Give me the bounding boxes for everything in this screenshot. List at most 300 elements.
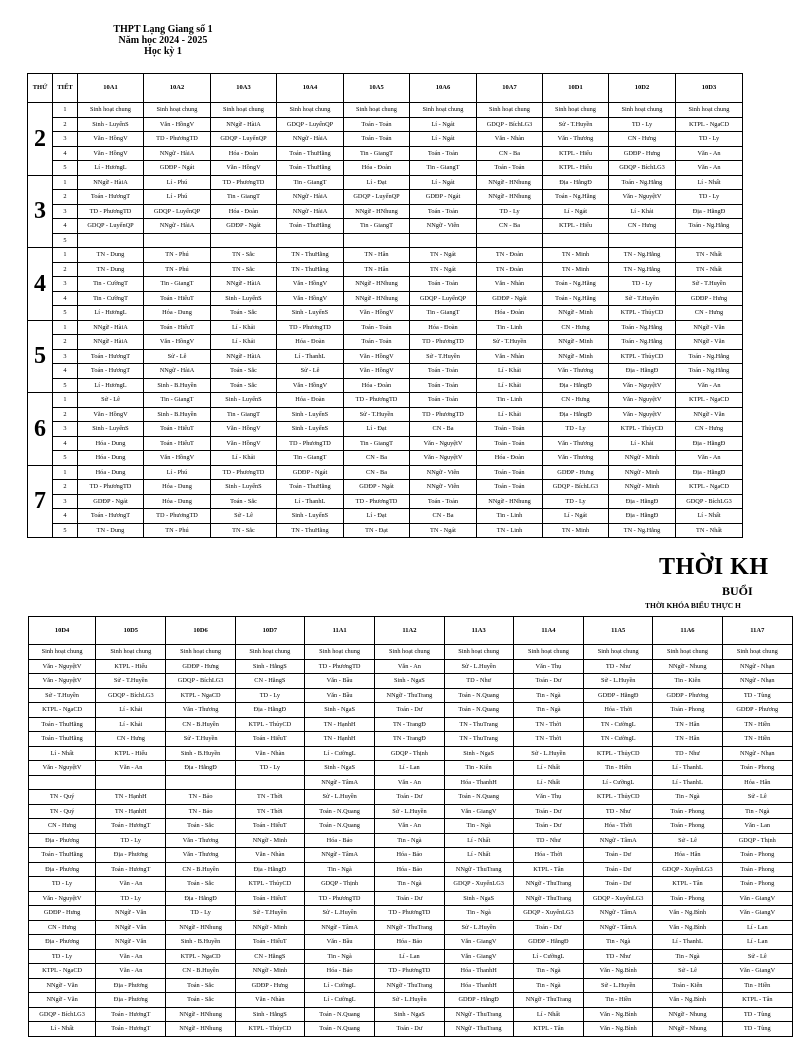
lesson-cell: Toán - ThuHằng — [277, 219, 344, 234]
class-header: 11A7 — [722, 617, 792, 645]
lesson-cell: Địa - HằngĐ — [676, 436, 743, 451]
period-cell: 1 — [53, 465, 78, 480]
lesson-cell: Sử - L.Huyền — [375, 804, 444, 819]
lesson-cell: Toán - Toản — [344, 132, 410, 147]
lesson-cell: Văn - Ng.Bình — [584, 1007, 653, 1022]
lesson-cell: Toán - Phong — [653, 703, 722, 718]
lesson-cell: Toán - N.Quang — [444, 688, 513, 703]
lesson-cell: Toán - Ng.Hằng — [676, 219, 743, 234]
lesson-cell: TN - Dung — [78, 248, 144, 263]
lesson-cell: GDĐP - Hưng — [543, 465, 609, 480]
lesson-cell: TN - Dung — [78, 523, 144, 538]
table-row — [28, 349, 743, 364]
lesson-cell: Văn - An — [96, 877, 166, 892]
lesson-cell: Tin - Ngà — [653, 790, 722, 805]
lesson-cell: Sử - L.Huyền — [584, 978, 653, 993]
lesson-cell: TN - Ng.Hằng — [609, 523, 676, 538]
lesson-cell: Sử - Lê — [211, 509, 277, 524]
lesson-cell: TN - Nhất — [676, 262, 743, 277]
lesson-cell: NNgữ - Văn — [676, 335, 743, 350]
lesson-cell: Tin - Ngà — [653, 949, 722, 964]
lesson-cell — [211, 233, 277, 248]
lesson-cell: TN - Thời — [513, 717, 583, 732]
lesson-cell: Văn - An — [96, 761, 166, 776]
lesson-cell: Địa - Phương — [29, 935, 96, 950]
lesson-cell: NNgữ - Minh — [609, 480, 676, 495]
lesson-cell: Toán - HươngT — [78, 349, 144, 364]
lesson-cell: Toán - Dư — [375, 891, 444, 906]
section-subtitle: THỜI KHÓA BIỂU THỰC H — [645, 601, 741, 610]
lesson-cell — [166, 775, 235, 790]
lesson-cell: TD - Ly — [96, 891, 166, 906]
lesson-cell: Tin - Ngà — [513, 688, 583, 703]
day-cell: 7 — [28, 465, 53, 538]
lesson-cell: Toán - Toản — [410, 277, 477, 292]
lesson-cell: GDĐP - Ngát — [410, 190, 477, 205]
lesson-cell: GDĐP - Ngát — [144, 161, 211, 176]
lesson-cell: NNgữ - Minh — [235, 964, 304, 979]
lesson-cell: Sinh hoạt chung — [96, 645, 166, 660]
period-cell: 4 — [53, 364, 78, 379]
lesson-cell: NNgữ - TâmA — [584, 920, 653, 935]
lesson-cell: Lí - CườngL — [304, 746, 374, 761]
lesson-cell: Tin - Ngà — [444, 819, 513, 834]
lesson-cell: Văn - Nhàn — [477, 277, 543, 292]
lesson-cell: Toán - Toản — [477, 465, 543, 480]
lesson-cell: GDQP - Thịnh — [304, 877, 374, 892]
lesson-cell: Sử - T.Huyền — [609, 291, 676, 306]
lesson-cell: Toán - Phong — [722, 877, 792, 892]
lesson-cell: Văn - Nhàn — [235, 993, 304, 1008]
lesson-cell: TD - PhươngTD — [410, 407, 477, 422]
table-row — [28, 465, 743, 480]
lesson-cell: Văn - NguyệtV — [29, 674, 96, 689]
period-cell: 5 — [53, 233, 78, 248]
lesson-cell: Toán - Ng.Hằng — [676, 349, 743, 364]
lesson-cell: NNgữ - Minh — [235, 920, 304, 935]
lesson-cell: Văn - NguyệtV — [609, 378, 676, 393]
lesson-cell: Lí - ThanhL — [653, 775, 722, 790]
lesson-cell: Tin - Ngà — [513, 703, 583, 718]
lesson-cell: Sinh hoạt chung — [235, 645, 304, 660]
lesson-cell: Văn - HồngV — [344, 364, 410, 379]
school-year: Năm học 2024 - 2025 — [118, 35, 208, 46]
lesson-cell: Toán - Sắc — [166, 819, 235, 834]
lesson-cell: Tin - Ngà — [722, 804, 792, 819]
table-row — [29, 833, 793, 848]
lesson-cell: TN - CườngL — [584, 732, 653, 747]
lesson-cell: Lí - Nhất — [513, 1007, 583, 1022]
lesson-cell: Sử - Lê — [277, 364, 344, 379]
period-cell: 3 — [53, 277, 78, 292]
lesson-cell: Văn - Lan — [722, 819, 792, 834]
lesson-cell: Văn - Thương — [166, 703, 235, 718]
lesson-cell: Văn - HồngV — [78, 132, 144, 147]
lesson-cell: Văn - GiangV — [444, 804, 513, 819]
lesson-cell: Sử - T.Huyền — [235, 906, 304, 921]
lesson-cell: Lí - ThanhL — [277, 349, 344, 364]
lesson-cell: Sinh - LuyếnS — [78, 117, 144, 132]
lesson-cell: Lí - HươngL — [78, 378, 144, 393]
table-row — [28, 320, 743, 335]
table-row — [28, 248, 743, 263]
lesson-cell: NNgữ - ThuTrang — [375, 978, 444, 993]
lesson-cell: CN - Hưng — [29, 920, 96, 935]
table-row — [29, 703, 793, 718]
lesson-cell: Toán - Phong — [722, 761, 792, 776]
lesson-cell: Sinh - B.Huyền — [144, 378, 211, 393]
table-row — [28, 175, 743, 190]
lesson-cell: NNgữ - ThuTrang — [375, 920, 444, 935]
lesson-cell: Văn - HồngV — [277, 291, 344, 306]
class-header: 10D7 — [235, 617, 304, 645]
lesson-cell: GDQP - LuyếnQP — [277, 117, 344, 132]
period-cell: 5 — [53, 161, 78, 176]
lesson-cell: CN - Hưng — [676, 422, 743, 437]
lesson-cell: Lí - Nhất — [444, 848, 513, 863]
lesson-cell: Lí - Ngát — [410, 175, 477, 190]
lesson-cell: Văn - Bầu — [304, 674, 374, 689]
lesson-cell: TN - TrangĐ — [375, 732, 444, 747]
lesson-cell: Văn - Ng.Bình — [653, 993, 722, 1008]
class-header: 10D4 — [29, 617, 96, 645]
lesson-cell: Tin - CườngT — [78, 277, 144, 292]
lesson-cell: TD - Tùng — [722, 1022, 792, 1037]
lesson-cell: Toán - Sắc — [166, 978, 235, 993]
school-name: THPT Lạng Giang số 1 — [113, 24, 213, 35]
lesson-cell: NNgữ - HàiA — [277, 132, 344, 147]
lesson-cell: Lí - Nhất — [676, 175, 743, 190]
lesson-cell: CN - B.Huyền — [166, 862, 235, 877]
timetable-morning — [27, 73, 743, 538]
lesson-cell: Tin - GiangT — [277, 451, 344, 466]
lesson-cell: NNgữ - Minh — [235, 833, 304, 848]
lesson-cell: Toán - N.Quang — [304, 1022, 374, 1037]
lesson-cell: Lí - Ngát — [410, 117, 477, 132]
lesson-cell: Lí - Nhất — [29, 746, 96, 761]
lesson-cell: Tin - Ngà — [513, 964, 583, 979]
period-cell: 3 — [53, 494, 78, 509]
table-row — [28, 306, 743, 321]
lesson-cell: Địa - HằngĐ — [609, 364, 676, 379]
lesson-cell: TD - PhươngTD — [277, 436, 344, 451]
table-row — [28, 494, 743, 509]
lesson-cell: Văn - Thương — [543, 364, 609, 379]
timetable2-header-row — [29, 617, 793, 645]
col-day-header: THỨ — [28, 74, 53, 103]
lesson-cell: Sử - L.Huyền — [444, 920, 513, 935]
lesson-cell: TD - PhươngTD — [277, 320, 344, 335]
lesson-cell: Toán - HiếuT — [144, 436, 211, 451]
lesson-cell: Lí - Nhất — [29, 1022, 96, 1037]
lesson-cell: Văn - Thương — [166, 833, 235, 848]
lesson-cell: Toán - Toản — [410, 146, 477, 161]
lesson-cell: Toán - Ng.Hằng — [609, 320, 676, 335]
lesson-cell: TN - HạnhH — [304, 732, 374, 747]
lesson-cell: NNgữ - HNhung — [166, 1007, 235, 1022]
lesson-cell: Hóa - Đoàn — [277, 335, 344, 350]
lesson-cell: CN - HằngS — [235, 949, 304, 964]
lesson-cell: Sinh hoạt chung — [344, 103, 410, 118]
table-row — [28, 378, 743, 393]
table-row — [29, 775, 793, 790]
period-cell: 1 — [53, 320, 78, 335]
lesson-cell: NNgữ - ThuTrang — [513, 877, 583, 892]
lesson-cell: NNgữ - HNhung — [477, 175, 543, 190]
lesson-cell: Văn - HồngV — [344, 349, 410, 364]
lesson-cell: Lí - Khải — [211, 320, 277, 335]
lesson-cell: TD - Như — [444, 674, 513, 689]
lesson-cell: Toán - ThuHằng — [29, 848, 96, 863]
lesson-cell: Toán - Dư — [513, 920, 583, 935]
lesson-cell: Sinh hoạt chung — [277, 103, 344, 118]
lesson-cell: TD - Ly — [543, 422, 609, 437]
class-header: 11A5 — [584, 617, 653, 645]
lesson-cell: GDĐP - Phương — [653, 688, 722, 703]
lesson-cell: Toán - Phong — [722, 848, 792, 863]
lesson-cell: TN - Sắc — [211, 262, 277, 277]
table-row — [29, 746, 793, 761]
lesson-cell: CN - HằngS — [235, 674, 304, 689]
table-row — [28, 509, 743, 524]
lesson-cell: Sinh - B.Huyền — [144, 407, 211, 422]
table-row — [28, 436, 743, 451]
lesson-cell: Sử - T.Huyền — [410, 349, 477, 364]
session-label: BUỔI — [722, 584, 753, 598]
lesson-cell: TD - Như — [584, 804, 653, 819]
table-row — [29, 659, 793, 674]
table-row — [28, 523, 743, 538]
lesson-cell: TN - Ng.Hằng — [609, 262, 676, 277]
lesson-cell: GDĐP - Hưng — [235, 978, 304, 993]
lesson-cell — [543, 233, 609, 248]
timetable-header-row — [28, 74, 743, 103]
lesson-cell: TD - Như — [653, 746, 722, 761]
lesson-cell: Hóa - Bảo — [375, 862, 444, 877]
table-row — [28, 393, 743, 408]
lesson-cell: Hóa - Đoàn — [211, 204, 277, 219]
lesson-cell: Toán - Ng.Hằng — [543, 277, 609, 292]
lesson-cell: Toán - HiếuT — [144, 320, 211, 335]
lesson-cell — [235, 775, 304, 790]
lesson-cell: TD - Ly — [29, 877, 96, 892]
lesson-cell: Toán - Toản — [410, 204, 477, 219]
lesson-cell: TN - Phú — [144, 262, 211, 277]
lesson-cell: GDQP - XuyếnLG3 — [444, 877, 513, 892]
lesson-cell: Sử - L.Huyền — [304, 790, 374, 805]
lesson-cell — [144, 233, 211, 248]
lesson-cell: Toán - N.Quang — [304, 804, 374, 819]
lesson-cell: Sinh hoạt chung — [211, 103, 277, 118]
lesson-cell: Sinh - LuyếnS — [277, 422, 344, 437]
lesson-cell: Hóa - Dung — [144, 306, 211, 321]
lesson-cell: Toán - Dư — [375, 1022, 444, 1037]
lesson-cell: Sinh - B.Huyền — [166, 935, 235, 950]
lesson-cell: CN - Hưng — [543, 393, 609, 408]
lesson-cell: KTPL - ThủyCD — [235, 877, 304, 892]
lesson-cell: Văn - GiangV — [722, 906, 792, 921]
lesson-cell: Toán - N.Quang — [304, 819, 374, 834]
lesson-cell: Toán - Phong — [653, 804, 722, 819]
lesson-cell: GDĐP - Hưng — [676, 291, 743, 306]
lesson-cell: Địa - Phương — [96, 978, 166, 993]
lesson-cell: Tin - GiangT — [277, 175, 344, 190]
lesson-cell: Hóa - ThanhH — [444, 775, 513, 790]
lesson-cell: TD - Ly — [609, 117, 676, 132]
lesson-cell: KTPL - NgaCD — [676, 480, 743, 495]
lesson-cell: Sinh hoạt chung — [477, 103, 543, 118]
lesson-cell: Văn - HồngV — [144, 117, 211, 132]
lesson-cell: Sử - T.Huyền — [96, 674, 166, 689]
lesson-cell: Tin - Hiền — [584, 761, 653, 776]
lesson-cell: TN - Ngát — [410, 523, 477, 538]
lesson-cell: Văn - Thương — [543, 132, 609, 147]
lesson-cell: NNgữ - ThuTrang — [444, 862, 513, 877]
lesson-cell: Lí - HươngL — [78, 306, 144, 321]
lesson-cell: Sinh hoạt chung — [722, 645, 792, 660]
lesson-cell: Tin - GiangT — [410, 161, 477, 176]
lesson-cell: CN - Ba — [410, 509, 477, 524]
table-row — [29, 688, 793, 703]
lesson-cell: Hóa - Dung — [78, 436, 144, 451]
class-header: 10A5 — [344, 74, 410, 103]
period-cell: 5 — [53, 523, 78, 538]
lesson-cell: Sinh hoạt chung — [543, 103, 609, 118]
class-header: 11A2 — [375, 617, 444, 645]
lesson-cell: Sinh - NgaS — [444, 891, 513, 906]
lesson-cell: Lí - Khải — [211, 451, 277, 466]
lesson-cell: Toán - Dư — [584, 862, 653, 877]
lesson-cell: Toán - HiếuT — [144, 291, 211, 306]
lesson-cell: NNgữ - Văn — [96, 906, 166, 921]
lesson-cell: Sinh - HằngS — [235, 659, 304, 674]
table-row — [28, 262, 743, 277]
lesson-cell: Tin - Hiền — [722, 978, 792, 993]
lesson-cell: Lí - Lan — [375, 761, 444, 776]
lesson-cell: NNgữ - Nhung — [653, 659, 722, 674]
lesson-cell: TD - PhươngTD — [211, 175, 277, 190]
lesson-cell: TD - PhươngTD — [304, 891, 374, 906]
table-row — [29, 891, 793, 906]
lesson-cell: NNgữ - Văn — [29, 993, 96, 1008]
lesson-cell: Sử - Lê — [653, 964, 722, 979]
table-row — [29, 732, 793, 747]
lesson-cell: Tin - Ngà — [304, 949, 374, 964]
lesson-cell: Hóa - Dung — [144, 480, 211, 495]
period-cell: 3 — [53, 204, 78, 219]
lesson-cell: Toán - N.Quang — [444, 790, 513, 805]
lesson-cell: TD - Ly — [29, 949, 96, 964]
period-cell: 1 — [53, 393, 78, 408]
lesson-cell: Địa - HằngĐ — [676, 204, 743, 219]
lesson-cell: Địa - HằngĐ — [166, 891, 235, 906]
table-row — [28, 117, 743, 132]
lesson-cell: Địa - HằngĐ — [543, 175, 609, 190]
period-cell: 1 — [53, 175, 78, 190]
lesson-cell: Sinh - NgaS — [375, 1007, 444, 1022]
lesson-cell: TN - HạnhH — [96, 790, 166, 805]
table-row — [29, 790, 793, 805]
lesson-cell: TD - PhươngTD — [344, 393, 410, 408]
lesson-cell: Lí - ThanhL — [653, 761, 722, 776]
lesson-cell: TN - Thời — [235, 790, 304, 805]
lesson-cell: NNgữ - Minh — [543, 335, 609, 350]
lesson-cell: GDQP - XuyếnLG3 — [513, 906, 583, 921]
lesson-cell: Văn - An — [676, 451, 743, 466]
lesson-cell — [78, 233, 144, 248]
lesson-cell: Lí - Nhất — [513, 775, 583, 790]
lesson-cell: Sinh - LuyếnS — [78, 422, 144, 437]
lesson-cell: Địa - HằngĐ — [609, 509, 676, 524]
lesson-cell: NNgữ - HàiA — [211, 349, 277, 364]
lesson-cell: Địa - HằngĐ — [166, 761, 235, 776]
table-row — [29, 978, 793, 993]
period-cell: 1 — [53, 248, 78, 263]
lesson-cell: TN - Phú — [144, 523, 211, 538]
lesson-cell: TN - Bảo — [166, 804, 235, 819]
lesson-cell: Toán - ThuHằng — [29, 732, 96, 747]
lesson-cell: TN - Nhất — [676, 248, 743, 263]
lesson-cell: Sử - Lê — [78, 393, 144, 408]
lesson-cell: Toán - Phong — [653, 819, 722, 834]
lesson-cell: TN - Đạt — [344, 523, 410, 538]
lesson-cell: TN - Hân — [344, 262, 410, 277]
lesson-cell: TD - Như — [513, 833, 583, 848]
lesson-cell: TD - PhươngTD — [375, 964, 444, 979]
table-row — [29, 964, 793, 979]
table-row — [28, 480, 743, 495]
lesson-cell: Sinh - NgaS — [375, 674, 444, 689]
lesson-cell: Tin - Kiên — [444, 761, 513, 776]
lesson-cell: GDĐP - HằngĐ — [584, 688, 653, 703]
lesson-cell: Lí - Lan — [375, 949, 444, 964]
lesson-cell: Lí - Đạt — [344, 422, 410, 437]
lesson-cell: Toán - Toản — [477, 436, 543, 451]
lesson-cell: Toán - Kiên — [653, 978, 722, 993]
lesson-cell: Sinh - LuyếnS — [211, 480, 277, 495]
period-cell: 5 — [53, 378, 78, 393]
lesson-cell: Sử - L.Huyền — [444, 659, 513, 674]
lesson-cell: TD - Như — [584, 659, 653, 674]
lesson-cell: Tin - GiangT — [211, 407, 277, 422]
lesson-cell: KTPL - Hiếu — [543, 219, 609, 234]
lesson-cell: KTPL - Hiếu — [96, 659, 166, 674]
lesson-cell: Sử - Lê — [722, 790, 792, 805]
lesson-cell: NNgữ - ThuTrang — [513, 993, 583, 1008]
day-cell: 5 — [28, 320, 53, 393]
lesson-cell: GDQP - BíchLG3 — [96, 688, 166, 703]
table-row — [28, 146, 743, 161]
lesson-cell: NNgữ - HàiA — [277, 204, 344, 219]
lesson-cell: CN - Hưng — [676, 306, 743, 321]
lesson-cell — [96, 775, 166, 790]
lesson-cell: NNgữ - Nhung — [653, 1007, 722, 1022]
lesson-cell: Toán - Sắc — [211, 306, 277, 321]
lesson-cell: NNgữ - HàiA — [144, 364, 211, 379]
lesson-cell: Văn - HồngV — [211, 422, 277, 437]
day-cell: 3 — [28, 175, 53, 248]
lesson-cell: Hóa - Thời — [584, 703, 653, 718]
lesson-cell: Sinh hoạt chung — [653, 645, 722, 660]
lesson-cell: KTPL - Tân — [513, 862, 583, 877]
lesson-cell: Hóa - Dung — [78, 451, 144, 466]
table-row — [29, 1007, 793, 1022]
lesson-cell: CN - B.Huyền — [166, 717, 235, 732]
lesson-cell: CN - B.Huyền — [166, 964, 235, 979]
lesson-cell: NNgữ - Minh — [609, 451, 676, 466]
period-cell: 2 — [53, 262, 78, 277]
lesson-cell: Sinh hoạt chung — [584, 645, 653, 660]
